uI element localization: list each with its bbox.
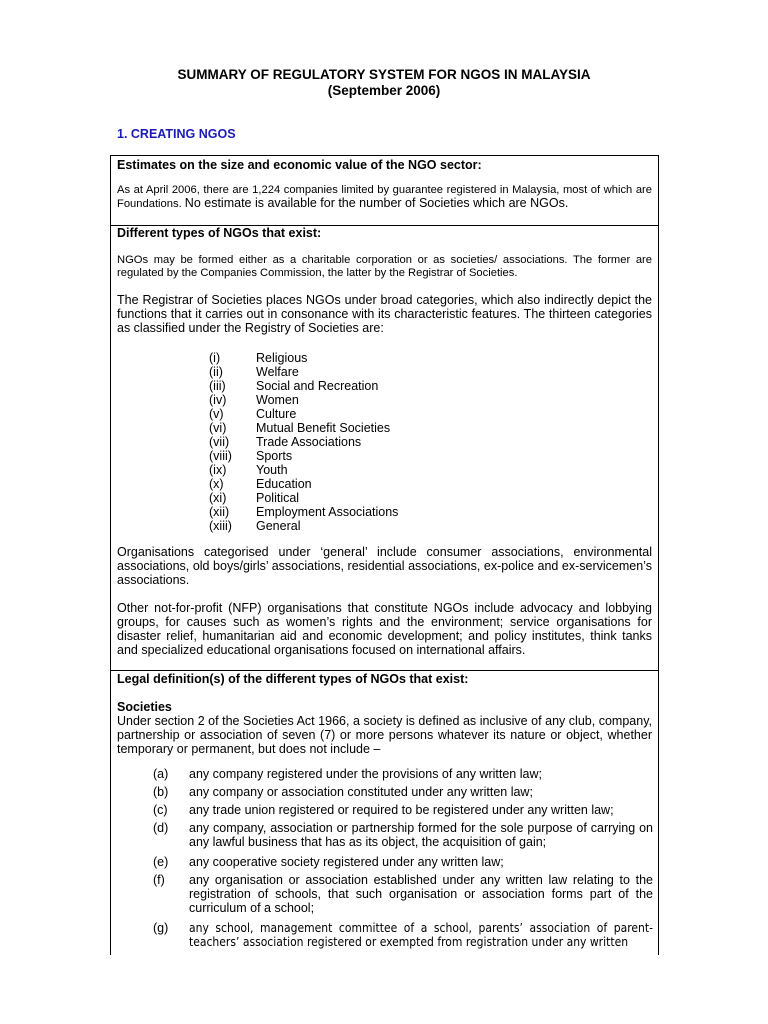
regulatory-table <box>110 155 659 955</box>
exclusion-number: (b) <box>153 785 169 799</box>
category-name: Culture <box>256 407 297 421</box>
legal-row <box>111 671 658 955</box>
exclusion-number: (a) <box>153 767 169 781</box>
category-number: (xii) <box>209 505 230 519</box>
category-name: Education <box>256 477 312 491</box>
types-para-2: The Registrar of Societies places NGOs under broad categories, which also indirectly depict the functions that it carries out in consonance with its characteristic features. The thirteen categories as classified under the Registry of Societies are: <box>117 293 652 335</box>
exclusion-number: (f) <box>153 873 165 887</box>
category-name: Sports <box>256 449 293 463</box>
category-number: (vi) <box>209 421 227 435</box>
legal-intro: Under section 2 of the Societies Act 1966, a society is defined as inclusive of any club, company, partnership or association of seven (7) or more persons whatever its nature or object, whether temporary or permanent, but does not include – <box>117 714 652 756</box>
estimates-text <box>117 184 652 211</box>
estimates-text-b: No estimate is available for the number of Societies which are NGOs. <box>184 196 569 210</box>
category-number: (iii) <box>209 379 226 393</box>
exclusion-text: any trade union registered or required to be registered under any written law; <box>189 803 614 817</box>
category-name: Women <box>256 393 299 407</box>
category-number: (i) <box>209 351 221 365</box>
category-number: (iv) <box>209 393 227 407</box>
legal-heading: Legal definition(s) of the different types of NGOs that exist: <box>117 672 469 686</box>
category-name: Employment Associations <box>256 505 399 519</box>
exclusion-number: (g) <box>153 921 169 935</box>
exclusion-number: (d) <box>153 821 169 835</box>
societies-subheading: Societies <box>117 700 172 714</box>
exclusion-text: any company, association or partnership formed for the sole purpose of carrying on any lawful business that has as its object, the acquisition of gain; <box>189 821 653 849</box>
category-number: (x) <box>209 477 224 491</box>
title-line-2: (September 2006) <box>327 83 441 98</box>
types-para-3: Organisations categorised under ‘general’ include consumer associations, environmental associations, old boys/girls’ associations, residential associations, ex-police and ex-servicemen’s associations. <box>117 545 652 587</box>
exclusion-number: (e) <box>153 855 169 869</box>
section-heading-creating-ngos: 1. CREATING NGOS <box>117 127 236 141</box>
category-name: Religious <box>256 351 308 365</box>
exclusion-text: any company registered under the provisions of any written law; <box>189 767 542 781</box>
category-name: General <box>256 519 301 533</box>
category-name: Youth <box>256 463 288 477</box>
exclusion-text: any organisation or association established under any written law relating to the registration of schools, that such organisation or association forms part of the curriculum of a school; <box>189 873 653 915</box>
document-title <box>0 67 768 99</box>
estimates-row <box>111 156 658 226</box>
types-heading: Different types of NGOs that exist: <box>117 226 322 240</box>
category-number: (v) <box>209 407 224 421</box>
types-para-4: Other not-for-profit (NFP) organisations that constitute NGOs include advocacy and lobbying groups, for causes such as women’s rights and the environment; service organisations for disaster relief, humanitarian aid and economic development; and policy institutes, think tanks and specialized educational organisations focused on international affairs. <box>117 601 652 657</box>
category-number: (vii) <box>209 435 230 449</box>
category-name: Trade Associations <box>256 435 362 449</box>
types-para-1: NGOs may be formed either as a charitable corporation or as societies/ associations. The former are regulated by the Companies Commission, the latter by the Registrar of Societies. <box>117 254 652 279</box>
exclusion-text: any school, management committee of a school, parents’ association of parent-teachers’ association registered or exempted from registration under any written <box>189 921 653 949</box>
category-number: (ii) <box>209 365 223 379</box>
category-number: (viii) <box>209 449 232 463</box>
estimates-text-a: As at April 2006, there are 1,224 companies limited by guarantee registered in Malaysia, most of which are Foundations. <box>117 184 652 210</box>
category-name: Welfare <box>256 365 299 379</box>
category-name: Social and Recreation <box>256 379 379 393</box>
types-row <box>111 226 658 671</box>
exclusion-text: any cooperative society registered under any written law; <box>189 855 504 869</box>
category-name: Political <box>256 491 300 505</box>
category-number: (xi) <box>209 491 227 505</box>
exclusion-number: (c) <box>153 803 168 817</box>
title-line-1: SUMMARY OF REGULATORY SYSTEM FOR NGOS IN MALAYSIA <box>177 67 591 82</box>
category-number: (ix) <box>209 463 227 477</box>
exclusion-text: any company or association constituted under any written law; <box>189 785 533 799</box>
estimates-heading: Estimates on the size and economic value of the NGO sector: <box>117 158 482 172</box>
category-number: (xiii) <box>209 519 232 533</box>
category-name: Mutual Benefit Societies <box>256 421 391 435</box>
